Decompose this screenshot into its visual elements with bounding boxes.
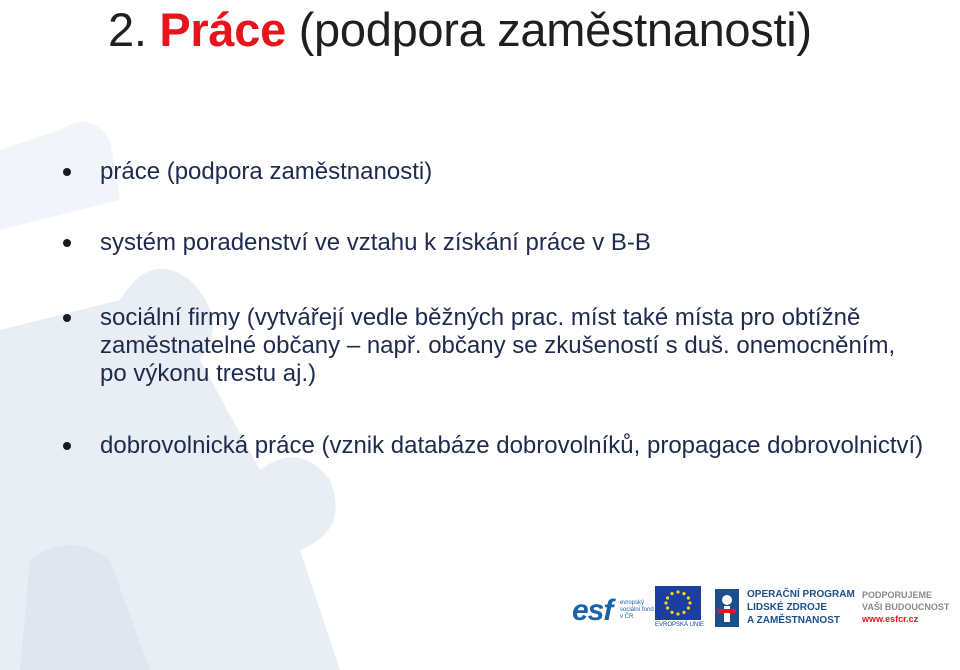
support-line2: VAŠI BUDOUCNOST [862,602,950,612]
op-line3: A ZAMĚSTNANOST [747,615,840,626]
footer-logos [572,586,958,632]
op-lzz-logo [715,586,855,632]
support-url: www.esfcr.cz [862,614,919,624]
eu-caption: EVROPSKÁ UNIE [655,622,705,628]
op-line2: LIDSKÉ ZDROJE [747,602,828,613]
bullet-dot-icon [63,314,71,322]
support-logo [862,589,958,633]
bullet-text: práce (podpora zaměstnanosti) [100,158,433,185]
list-item [100,432,935,460]
bullet-text: systém poradenství ve vztahu k získání práce v B-B [100,229,651,256]
title-number: 2. [108,3,147,56]
bullet-text: dobrovolnická práce (vznik databáze dobrovolníků, propagace dobrovolnictví) [100,432,924,459]
bullet-dot-icon [63,168,71,176]
support-line1: PODPORUJEME [862,590,933,600]
title-keyword: Práce [159,3,286,56]
list-item [100,158,940,186]
list-item [100,304,900,388]
list-item [100,229,940,257]
op-lzz-text [747,588,855,627]
esf-logo [572,586,652,632]
op-line1: OPERAČNÍ PROGRAM [747,589,855,600]
eu-flag-icon [655,586,701,620]
esf-caption: evropský sociální fond v ČR [620,600,654,620]
op-lzz-mark-icon [715,589,739,627]
bullet-dot-icon [63,442,71,450]
slide-title [108,2,812,57]
bullet-dot-icon [63,239,71,247]
bullet-text: sociální firmy (vytvářejí vedle běžných prac. míst také místa pro obtížně zaměstnatelné občany – např. občany se zkušeností s duš. onemocněním, po výkonu trestu aj.) [100,304,896,387]
esf-logo-text: esf [572,594,613,627]
eu-logo [655,586,705,632]
title-rest: (podpora zaměstnanosti) [298,3,812,56]
